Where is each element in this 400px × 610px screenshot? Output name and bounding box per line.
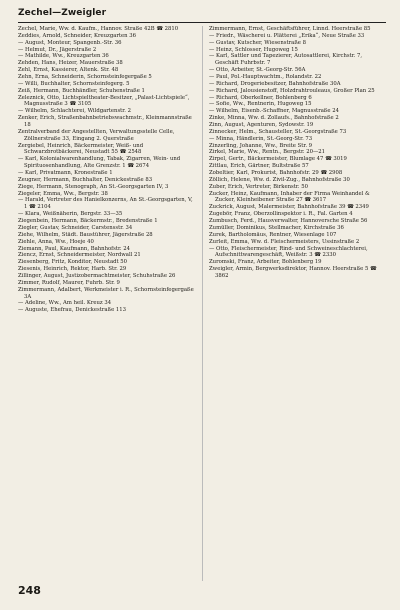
directory-entry: Zenker, Erich, Straßenbahnbetriebswachmstr., Kleinmannstraße 18 <box>18 115 192 129</box>
directory-entry: Zehl, Ernst, Kassierer, Altenk. Str. 48 <box>18 67 119 74</box>
directory-entry: — Mathilde, Ww., Kreuzgarten 36 <box>18 53 109 60</box>
directory-entry: Zeddies, Arnold, Schneider, Kreuzgarten 36 <box>18 32 137 39</box>
running-header: Zechel—Zweigler <box>18 8 107 18</box>
directory-entry: — Harald, Vertreter des Hanielkonzerns, An St.-Georgsgarten, V, 1 ☎ 2104 <box>18 197 193 211</box>
directory-entry: Ziegeler, Emma, Ww., Bergstr. 38 <box>18 190 108 197</box>
directory-entry: — Helmut, Dr., Jägerstraße 2 <box>18 46 97 53</box>
directory-entry: Zinnecker, Helm., Schausteller, St.-Georgstraße 73 <box>209 128 347 135</box>
directory-entry: Zehn, Erna, Schneiderin, Schornsteinfegergaße 5 <box>18 74 152 81</box>
directory-entry: Zurek, Bartholomäus, Rentner, Wiesenlage 107 <box>209 231 337 238</box>
directory-entry: — Karl, Kolonialwarenhandlung, Tabak, Zigarren, Wein- und Spirituosenhandlung, Alte Grenzstr. 1 ☎ 2674 <box>18 156 181 170</box>
directory-entry: Zobeltier, Karl, Prokurist, Bahnhofstr. 29 ☎ 2908 <box>209 170 343 177</box>
directory-entry: — Willi, Buchhalter, Schornsteinfegerg. 5 <box>18 80 130 87</box>
directory-entry: — Richard, Drogeriebesitzer, Bahnhofstraße 30A <box>209 80 341 87</box>
directory-entry: Zinzerling, Johanne, Ww., Breite Str. 9 <box>209 142 313 149</box>
directory-entry: — Karl, Privatmann, Kronestraße 1 <box>18 170 113 177</box>
directory-entry: Zechel, Marie, Ww. d. Kaufm., Hannov. Straße 42B ☎ 2810 <box>18 26 179 32</box>
directory-entry: Ziencz, Ernst, Schneidermeister, Nordwall 21 <box>18 252 141 259</box>
directory-entry: — Richard, Oberkellner, Bohlenberg 6 <box>209 94 312 101</box>
directory-entry: Zeiß, Hermann, Buchhändler, Schuhenstraße 1 <box>18 87 145 94</box>
directory-entry: Zumüller, Dominikus, Stellmacher, Kirchstraße 36 <box>209 224 344 231</box>
directory-entry: Zittlau, Erich, Gärtner, Bultstraße 57 <box>209 163 309 170</box>
directory-entry: Zentralverband der Angestellten, Verwaltungsstelle Celle, Zöllnerstraße 33, Eingang 2. Querstraße <box>18 128 175 142</box>
left-column <box>18 26 196 581</box>
directory-entry: — August, Monteur, Spangenb.-Str. 36 <box>18 39 122 46</box>
directory-entry: — Minna, Händlerin, St.-Georg-Str. 73 <box>209 135 313 142</box>
directory-entry: Zöllich, Helene, Ww. d. Zivil-Zug., Bahnhofstraße 30 <box>209 176 350 183</box>
directory-entry: Ziehe, Wilhelm, Städt. Baustührer, Jägerstraße 28 <box>18 231 153 238</box>
directory-entry: Zuromski, Franz, Arbeiter, Bohlenberg 19 <box>209 259 322 266</box>
directory-entry: — Heinz, Schlosser, Hugoweg 15 <box>209 46 298 53</box>
directory-entry: — Otto, Arbeiter, St.-Georg-Str. 56A <box>209 67 306 74</box>
directory-entry: — Wilhelm, Schlachterei, Wildgartenstr. 2 <box>18 108 131 115</box>
directory-entry: Zirpel, Gertr., Bäckermeister, Blumlage 47 ☎ 3019 <box>209 156 347 163</box>
directory-entry: — Auguste, Ehefrau, Denickestraße 113 <box>18 307 127 314</box>
directory-entry: Zimmer, Rudolf, Maurer, Fuhrb. Str. 9 <box>18 279 120 286</box>
directory-entry: Zurleit, Emma, Ww. d. Fleischermeisters, Ussinstraße 2 <box>209 238 360 245</box>
directory-entry: — Richard, Jalousienstoff, Holzdrahtrouleaus, Großer Plan 25 <box>209 87 375 94</box>
directory-page <box>18 8 386 604</box>
directory-entry: Zeleznick, Otto, Lichtspieltheater-Besitzer, „Palast-Lichtspiele“, Magnusstraße 3 ☎ 3105 <box>18 94 190 108</box>
directory-entry: Zuckrick, August, Malermeister, Bahnhofstraße 39 ☎ 2349 <box>209 204 369 211</box>
directory-entry: Ziegler, Gustav, Schneider, Carstensstr. 34 <box>18 224 133 231</box>
directory-entry: — Klara, Weißnäherin, Bergstr. 33—35 <box>18 211 123 218</box>
directory-entry: Zucker, Heinz, Kaufmann, Inhaber der Firma Weinhandel & Zucker, Kleinheibener Straße 27 ☎ 3617 <box>209 190 370 204</box>
directory-entry: — Sofie, Ww., Rentnerin, Hugoweg 15 <box>209 101 312 108</box>
directory-entry: — Gustav, Kutscher, Wiesenstraße 8 <box>209 39 306 46</box>
directory-entry: Ziesenis, Heinrich, Rektor, Harb. Str. 29 <box>18 266 127 273</box>
directory-entry: Zumbusch, Ferd., Hausverwalter, Hannoversche Straße 56 <box>209 218 368 225</box>
right-column <box>209 26 387 581</box>
directory-entry: — Adeline, Ww., Am heil. Kreuz 34 <box>18 300 112 307</box>
column-divider <box>202 26 203 581</box>
directory-entry: Ziehle, Anna, Ww., Hoeje 40 <box>18 238 94 245</box>
directory-entry: Zuber, Erich, Vertreter, Birkenstr. 50 <box>209 183 308 190</box>
directory-entry: Zugebör, Franz, Oberzollinspektor i. R., Fal. Garten 4 <box>209 211 353 218</box>
header-rule <box>18 22 386 23</box>
directory-entry: Zimmermann, Adalbert, Werkmeister i. R., Schornsteinfegergaße 3A <box>18 286 194 300</box>
directory-entry: Ziemann, Paul, Kaufmann, Bahnhofstr. 24 <box>18 245 131 252</box>
directory-entry: Zergiebel, Heinrich, Bäckermeister, Weiß- und Schwarzbrotbäckerei, Neustadt 55 ☎ 2548 <box>18 142 144 156</box>
directory-entry: Zinke, Minna, Ww. d. Zollaufs., Bahnhofstraße 2 <box>209 115 339 122</box>
directory-entry: — Friedr., Wäscherei u. Plätterei „Erika“, Neue Straße 33 <box>209 32 365 39</box>
directory-entry: Zinn, August, Agenturen, Sydowstr. 19 <box>209 122 314 129</box>
directory-entry: Ziege, Hermann, Stenograph, An St.-Georgsgarten IV, 3 <box>18 183 169 190</box>
directory-entry: — Karl, Sattler und Tapezierer, Autosattlerei, Kirchstr. 7, Geschäft Fuhrbstr. 7 <box>209 53 363 67</box>
directory-entry: Zirkel, Marie, Ww., Rentn., Bergstr. 20—21 <box>209 149 326 156</box>
directory-entry: Zehden, Hans, Heizer, Mauerstraße 38 <box>18 60 123 67</box>
page-number: 248 <box>18 584 41 597</box>
directory-entry: — Wilhelm, Eisenb.-Schaffner, Magnusstraße 24 <box>209 108 339 115</box>
directory-entry: — Paul, Pol.-Hauptwachtm., Rolandstr. 22 <box>209 74 322 81</box>
directory-entry: Zimmermann, Ernst, Geschäftsführer, Linnd. Heerstraße 85 <box>209 26 371 32</box>
directory-entry: Ziegenbein, Hermann, Bäckermstr., Bredenstraße 1 <box>18 218 158 225</box>
directory-entry: Zillinger, August, Justizobermachtmeister, Schuhstraße 26 <box>18 272 176 279</box>
directory-entry: Zeugner, Hermann, Buchhalter, Denickestraße 83 <box>18 176 153 183</box>
directory-entry: — Otto, Fleischermeister, Rind- und Schweineschlachterei, Aufschnittwarengeschäft, Weißstr. 3 ☎ 2330 <box>209 245 368 259</box>
directory-entry: Ziesenberg, Fritz, Konditor, Neustadt 50 <box>18 259 128 266</box>
directory-entry: Zweigler, Armin, Bergwerksdirektor, Hannov. Heerstraße 5 ☎ 3862 <box>209 266 377 279</box>
